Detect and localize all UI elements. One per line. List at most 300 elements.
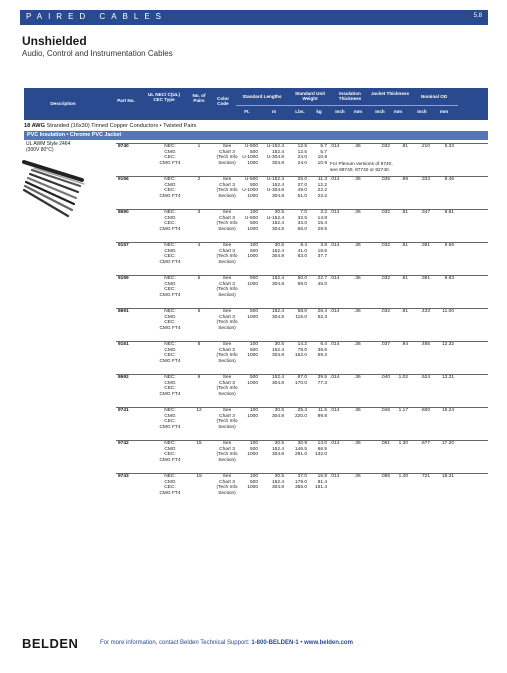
color-code-value: Section) — [218, 457, 236, 463]
weight-kg-value: 45.0 — [317, 281, 327, 287]
type-list — [150, 144, 190, 166]
footer-separator: • — [300, 640, 303, 646]
od-mm: 17.20 — [441, 441, 454, 446]
col-color-code: Color Code — [217, 96, 229, 107]
od-inch: .381 — [420, 243, 430, 248]
weight-kg-value: 18.6 — [317, 248, 327, 254]
weight-lbs-value: 30.9 — [297, 441, 307, 446]
length-m-value: 152.4 — [271, 276, 284, 281]
weight-kg-value: 77.3 — [317, 380, 327, 386]
color-code-value: Section) — [218, 325, 236, 331]
od-mm: 12.32 — [441, 342, 454, 347]
length-ft-value: 100 — [249, 441, 258, 446]
col-std-unit-weight: Standard Unit Weight — [294, 91, 326, 102]
pair-count: 1 — [197, 144, 201, 149]
jacket-mm: .81 — [401, 276, 408, 281]
jacket-inch: .035 — [380, 177, 390, 182]
length-m-value: 152.4 — [271, 248, 284, 254]
length-m-value: 30.5 — [274, 474, 284, 479]
weight-kg-value: 16.8 — [317, 474, 327, 479]
type-list — [150, 375, 190, 397]
length-ft-value: 500 — [249, 276, 258, 281]
color-code-value: (Tech Info — [216, 221, 238, 227]
col-od-inch: Inch — [417, 109, 427, 114]
length-m — [260, 309, 284, 320]
pair-count: 3 — [197, 210, 201, 215]
weight-lbs-value: 25.0 — [297, 177, 307, 182]
color-code-value: See — [222, 375, 232, 380]
type-list-value: NEC: — [164, 408, 176, 413]
type-list-value: NEC: — [164, 375, 176, 380]
length-ft-value: 500 — [249, 375, 258, 380]
type-list — [150, 474, 190, 496]
weight-kg — [309, 408, 327, 419]
weight-lbs-value: 12.5 — [297, 149, 307, 155]
color-code-value: Chart 3 — [219, 413, 235, 419]
footer-phone[interactable]: 1-800-BELDEN-1 — [251, 640, 299, 646]
jacket-inch: .051 — [380, 441, 390, 446]
length-m-value: 152.4 — [271, 446, 284, 452]
weight-lbs-value: 37.0 — [297, 474, 307, 479]
weight-lbs-value: 8.4 — [300, 243, 307, 248]
weight-kg-value: 23.2 — [317, 193, 327, 199]
weight-lbs — [287, 342, 307, 359]
weight-lbs — [287, 441, 307, 458]
length-ft-value: 500 — [249, 347, 258, 353]
col-lbs: Lbs. — [295, 109, 305, 114]
weight-kg — [309, 144, 327, 166]
col-nominal-od: Nominal OD — [420, 94, 448, 99]
insulation-mm: .36 — [354, 210, 361, 215]
pair-count: 9 — [197, 375, 201, 380]
type-list-value: CMG — [164, 215, 176, 221]
length-ft-value: U-500 — [244, 215, 258, 221]
od-inch: .721 — [420, 474, 430, 479]
type-list-value: NEC: — [164, 276, 176, 281]
weight-kg-value: 161.4 — [314, 485, 327, 491]
type-list-value: CEC: — [164, 419, 176, 425]
page-title: Unshielded — [22, 34, 87, 48]
note-line: see 89740, 87740 or 82740. — [330, 167, 391, 173]
insulation-mm: .36 — [354, 276, 361, 281]
ul-awm-line: UL AWM Style 2464 — [26, 141, 71, 147]
weight-kg-value: 22.7 — [317, 276, 327, 281]
weight-lbs — [287, 408, 307, 419]
length-m-value: 304.8 — [271, 353, 284, 359]
length-m-value: 30.5 — [274, 408, 284, 413]
length-ft — [238, 309, 258, 320]
weight-kg-value: 3.2 — [320, 210, 327, 215]
col-std-lengths: Standard Lengths — [242, 94, 282, 99]
jacket-mm: .94 — [401, 342, 408, 347]
weight-lbs-value: 32.5 — [297, 215, 307, 221]
type-list-value: CEC: — [164, 485, 176, 491]
insulation-mm: .36 — [354, 408, 361, 413]
length-ft-value: 500 — [249, 221, 258, 227]
weight-kg — [309, 210, 327, 232]
footer-prefix: For more information, contact Belden Technical Support: — [100, 640, 250, 646]
length-ft — [238, 441, 258, 458]
type-list-value: CMG FT4 — [159, 457, 181, 463]
weight-lbs — [287, 144, 307, 166]
insulation-inch: .014 — [330, 441, 340, 446]
color-code-value: (Tech Info — [216, 485, 238, 491]
od-mm: 8.46 — [444, 177, 454, 182]
part-number: 9741 — [118, 408, 129, 413]
weight-lbs-value: 170.0 — [294, 380, 307, 386]
weight-kg-value: 99.8 — [317, 413, 327, 419]
page-number: 5.8 — [473, 13, 482, 19]
weight-kg-value: 5.7 — [320, 149, 327, 155]
color-code-value: Section) — [218, 490, 236, 496]
jacket-inch: .055 — [380, 474, 390, 479]
color-code-value: (Tech Info — [216, 419, 238, 425]
weight-kg-value: 26.4 — [317, 309, 327, 314]
weight-kg-value: 15.4 — [317, 221, 327, 227]
part-number: 8690 — [118, 210, 129, 215]
color-code-value: Chart 3 — [219, 149, 235, 155]
length-ft-value: 100 — [249, 342, 258, 347]
color-code-value: (Tech Info — [216, 452, 238, 458]
weight-kg — [309, 375, 327, 386]
insulation-mm: .36 — [354, 441, 361, 446]
color-code-value: (Tech Info — [216, 386, 238, 392]
color-code-value: See — [222, 210, 232, 215]
type-list — [150, 408, 190, 430]
table-header — [24, 88, 488, 120]
header-bar — [20, 10, 488, 25]
type-list-value: CEC: — [164, 287, 176, 293]
weight-lbs-value: 14.2 — [297, 342, 307, 347]
length-ft-value: 500 — [249, 248, 258, 254]
color-code-value: See — [222, 342, 232, 347]
color-code-value: See — [222, 144, 232, 149]
length-ft-value: 500 — [249, 479, 258, 485]
weight-lbs-value: 51.0 — [297, 193, 307, 199]
insulation-inch: .014 — [330, 408, 340, 413]
color-code-value: Section) — [218, 391, 236, 397]
type-list-value: CEC: — [164, 452, 176, 458]
pair-count: 8 — [197, 342, 201, 347]
pair-count: 4 — [197, 243, 201, 248]
length-m-value: U-152.4 — [266, 215, 284, 221]
length-m-value: 152.4 — [271, 309, 284, 314]
part-number: 9156 — [118, 177, 129, 182]
weight-kg — [309, 474, 327, 491]
color-code-value: Chart 3 — [219, 182, 235, 188]
length-ft-value: 1000 — [247, 353, 258, 359]
weight-kg-value: 10.9 — [317, 160, 327, 166]
col-jacket-inch: Inch — [375, 109, 385, 114]
insulation-bar — [24, 131, 488, 140]
weight-lbs-value: 25.4 — [297, 408, 307, 413]
type-list-value: NEC: — [164, 309, 176, 314]
od-mm: 15.24 — [441, 408, 454, 413]
od-mm: 9.93 — [444, 276, 454, 281]
type-list-value: CMG FT4 — [159, 160, 181, 166]
length-ft-value: 1000 — [247, 413, 258, 419]
length-m-value: 152.4 — [271, 149, 284, 155]
weight-kg — [309, 243, 327, 260]
jacket-inch: .032 — [380, 144, 390, 149]
col-kg: kg — [316, 109, 322, 114]
type-list-value: CMG — [164, 446, 176, 452]
length-m-value: 304.8 — [271, 226, 284, 232]
length-m — [260, 441, 284, 458]
length-ft — [238, 408, 258, 419]
length-m — [260, 474, 284, 491]
type-list-value: CMG — [164, 314, 176, 320]
weight-lbs-value: 58.0 — [297, 309, 307, 314]
pair-count: 19 — [196, 474, 202, 479]
length-ft-value: 1000 — [247, 226, 258, 232]
weight-kg-value: 11.3 — [318, 177, 327, 182]
type-list-value: CMG FT4 — [159, 193, 181, 199]
color-code-value: Chart 3 — [219, 446, 235, 452]
type-list — [150, 177, 190, 199]
length-m-value: 30.5 — [274, 441, 284, 446]
jacket-inch: .046 — [380, 408, 390, 413]
part-number: 8692 — [118, 375, 129, 380]
color-code-value: Section) — [218, 424, 236, 430]
type-list-value: CMG — [164, 248, 176, 254]
col-ins-inch: Inch — [335, 109, 345, 114]
length-m — [260, 375, 284, 386]
pair-count: 15 — [196, 441, 202, 446]
col-description: Description — [50, 101, 76, 106]
section-title: PAIRED CABLES — [26, 12, 167, 21]
od-mm: 9.68 — [444, 243, 454, 248]
weight-kg-value: 37.7 — [317, 254, 327, 260]
length-ft-value: 1000 — [247, 160, 258, 166]
type-list-value: CEC: — [164, 353, 176, 359]
weight-lbs-value: 83.0 — [297, 254, 307, 260]
length-m-value: 304.8 — [271, 485, 284, 491]
length-m-value: U-304.8 — [266, 155, 284, 161]
jacket-mm: .81 — [401, 309, 408, 314]
weight-lbs — [287, 375, 307, 386]
length-ft — [238, 177, 258, 199]
color-code-value: Section) — [218, 193, 236, 199]
od-mm: 18.31 — [441, 474, 454, 479]
color-code-value: Section) — [218, 358, 236, 364]
type-list-value: CMG FT4 — [159, 325, 181, 331]
length-m-value: U-304.8 — [266, 188, 284, 194]
length-ft-value: 1000 — [247, 314, 258, 320]
length-m-value: 304.8 — [271, 452, 284, 458]
insulation-mm: .36 — [354, 177, 361, 182]
weight-kg-value: 3.8 — [320, 243, 327, 248]
type-list-value: CMG — [164, 380, 176, 386]
insulation-label: PVC Insulation • Chrome PVC Jacket — [27, 132, 122, 138]
footer-contact — [100, 640, 353, 646]
length-m — [260, 243, 284, 260]
conductor-spec — [24, 123, 196, 129]
length-m-value: U-152.4 — [266, 177, 284, 182]
length-m-value: 304.8 — [271, 193, 284, 199]
length-ft-value: 500 — [249, 149, 258, 155]
weight-lbs-value: 146.5 — [294, 446, 307, 452]
weight-lbs — [287, 276, 307, 287]
length-ft-value: U-500 — [244, 144, 258, 149]
weight-lbs-value: 7.0 — [300, 210, 307, 215]
length-m-value: 304.8 — [271, 254, 284, 260]
col-jacket-mm: mm — [393, 109, 403, 114]
color-code-value: See — [222, 177, 232, 182]
weight-lbs-value: 220.0 — [294, 413, 307, 419]
weight-lbs — [287, 309, 307, 320]
length-m-value: 304.8 — [271, 314, 284, 320]
col-ft: Ft. — [244, 109, 250, 114]
color-code-value: See — [222, 441, 232, 446]
type-list-value: NEC: — [164, 342, 176, 347]
od-inch: .333 — [420, 177, 430, 182]
od-inch: .347 — [420, 210, 430, 215]
weight-kg-value: 14.8 — [317, 215, 327, 221]
type-list-value: CMG — [164, 347, 176, 353]
weight-kg-value: 6.4 — [320, 342, 327, 347]
length-ft-value: 500 — [249, 182, 258, 188]
weight-kg — [309, 342, 327, 359]
color-code-value: Chart 3 — [219, 479, 235, 485]
length-ft — [238, 474, 258, 491]
length-ft-value: 100 — [249, 243, 258, 248]
length-ft-value: 1000 — [247, 254, 258, 260]
color-code-value: See — [222, 474, 232, 479]
belden-logo: BELDEN — [22, 636, 79, 651]
length-ft-value: 100 — [249, 408, 258, 413]
weight-lbs-value: 78.0 — [297, 347, 307, 353]
od-mm: 8.81 — [444, 210, 454, 215]
color-code-value: (Tech Info — [216, 254, 238, 260]
length-m-value: 152.4 — [271, 221, 284, 227]
insulation-inch: .014 — [330, 177, 340, 182]
conductor-description: Stranded (16x30) Tinned Copper Conductors • Twisted Pairs — [46, 123, 197, 129]
weight-kg-value: 66.5 — [317, 446, 327, 452]
color-code-value: Chart 3 — [219, 215, 235, 221]
jacket-inch: .032 — [380, 210, 390, 215]
weight-kg-value: 11.5 — [318, 408, 327, 413]
length-m — [260, 144, 284, 166]
type-list-value: CEC: — [164, 188, 176, 194]
length-m-value: 152.4 — [271, 375, 284, 380]
weight-lbs-value: 24.0 — [297, 160, 307, 166]
color-code-value: See — [222, 243, 232, 248]
jacket-inch: .037 — [380, 342, 390, 347]
note-line: For Plenum versions of 9740, — [330, 162, 393, 167]
length-ft — [238, 375, 258, 386]
weight-lbs-value: 41.0 — [297, 248, 307, 254]
length-m-value: 304.8 — [271, 380, 284, 386]
color-code-value: (Tech Info — [216, 320, 238, 326]
pair-count: 12 — [196, 408, 202, 413]
ul-awm-rating: (300V 80°C) — [26, 147, 54, 153]
length-m-value: 30.5 — [274, 342, 284, 347]
type-list-value: CMG FT4 — [159, 226, 181, 232]
weight-lbs — [287, 243, 307, 260]
length-m-value: 152.4 — [271, 479, 284, 485]
ul-awm-style — [26, 141, 70, 153]
weight-lbs-value: 34.0 — [297, 221, 307, 227]
type-list — [150, 309, 190, 331]
length-ft-value: 500 — [249, 309, 258, 314]
color-code-value: Section) — [218, 259, 236, 265]
weight-kg — [309, 276, 327, 287]
color-code-value: Section) — [218, 292, 236, 298]
length-m-value: 152.4 — [271, 347, 284, 353]
awg-size: 18 AWG — [24, 123, 45, 129]
pair-count: 6 — [197, 309, 201, 314]
insulation-inch: .014 — [330, 210, 340, 215]
weight-lbs-value: 152.0 — [294, 353, 307, 359]
type-list-value: CMG — [164, 149, 176, 155]
weight-lbs-value: 355.0 — [294, 485, 307, 491]
footer-web-link[interactable]: www.belden.com — [304, 640, 353, 646]
od-inch: .433 — [420, 309, 430, 314]
type-list — [150, 342, 190, 364]
length-m-value: 30.5 — [274, 243, 284, 248]
weight-kg-value: 5.7 — [320, 144, 327, 149]
insulation-mm: .36 — [354, 342, 361, 347]
length-ft-value: U-1000 — [242, 155, 258, 161]
jacket-mm: .81 — [401, 144, 408, 149]
col-types: UL NEC/ C(UL) CEC Type — [147, 92, 181, 103]
color-code-value: Chart 3 — [219, 248, 235, 254]
weight-lbs-value: 179.0 — [294, 479, 307, 485]
insulation-inch: .014 — [330, 243, 340, 248]
insulation-inch: .014 — [330, 144, 340, 149]
page-subtitle: Audio, Control and Instrumentation Cables — [22, 49, 173, 58]
type-list — [150, 243, 190, 265]
type-list-value: NEC: — [164, 177, 176, 182]
length-m-value: 304.8 — [271, 281, 284, 287]
type-list-value: CMG FT4 — [159, 358, 181, 364]
length-ft-value: 500 — [249, 446, 258, 452]
length-m — [260, 408, 284, 419]
weight-kg-value: 22.2 — [317, 188, 327, 194]
length-m-value: 304.8 — [271, 160, 284, 166]
part-number: 9157 — [118, 243, 129, 248]
jacket-mm: .81 — [401, 243, 408, 248]
length-ft — [238, 276, 258, 287]
jacket-inch: .032 — [380, 243, 390, 248]
color-code-value: Chart 3 — [219, 380, 235, 386]
insulation-inch: .014 — [330, 309, 340, 314]
weight-kg — [309, 309, 327, 320]
color-code-value: See — [222, 408, 232, 413]
weight-kg-value: 12.2 — [317, 182, 327, 188]
length-ft-value: 1000 — [247, 281, 258, 287]
type-list-value: CMG FT4 — [159, 424, 181, 430]
plenum-note — [330, 162, 393, 174]
type-list-value: CMG FT4 — [159, 490, 181, 496]
weight-lbs — [287, 474, 307, 491]
col-od-mm: mm — [439, 109, 449, 114]
weight-lbs-value: 12.5 — [297, 144, 307, 149]
jacket-mm: 1.02 — [398, 375, 408, 380]
length-ft — [238, 210, 258, 232]
type-list-value: NEC: — [164, 474, 176, 479]
weight-lbs-value: 50.0 — [297, 276, 307, 281]
od-inch: .677 — [420, 441, 430, 446]
weight-lbs — [287, 177, 307, 199]
weight-lbs-value: 27.0 — [297, 182, 307, 188]
weight-kg-value: 132.0 — [314, 452, 327, 458]
jacket-mm: 1.30 — [398, 441, 408, 446]
color-code-value: (Tech Info — [216, 287, 238, 293]
weight-lbs-value: 49.0 — [297, 188, 307, 194]
insulation-mm: .36 — [354, 144, 361, 149]
